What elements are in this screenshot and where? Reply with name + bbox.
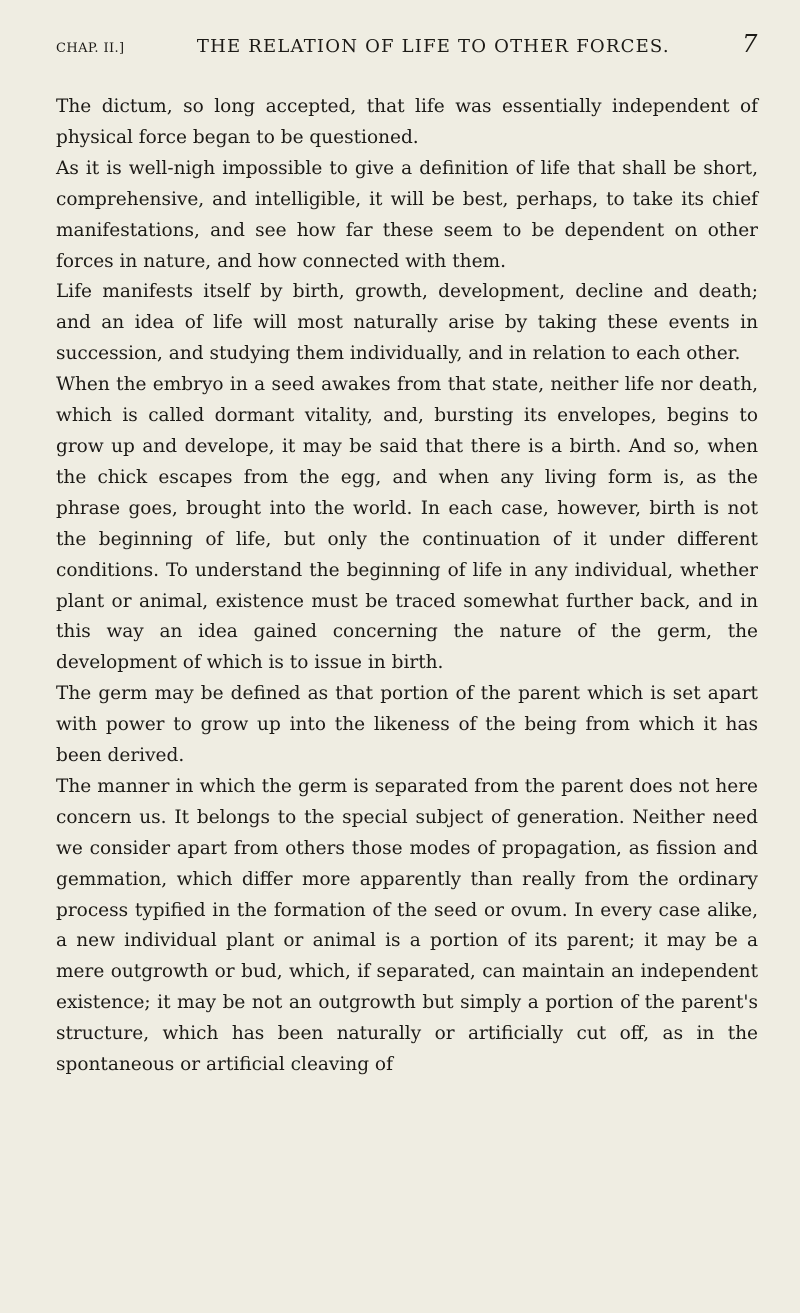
- paragraph: Life manifests itself by birth, growth, development, decline and death; and an idea of life will most naturally arise by taking these events in succession, and studying them individually, and in relation to each other.: [56, 281, 758, 365]
- paragraph: The dictum, so long accepted, that life was essentially independent of physical force began to be questioned.: [56, 96, 758, 148]
- paragraph: As it is well-nigh impossible to give a definition of life that shall be short, comprehensive, and intelligible, it will be best, perhaps, to take its chief manifestations, and see how far these seem to be dependent on other forces in nature, and how connected with them.: [56, 157, 758, 272]
- running-title: THE RELATION OF LIFE TO OTHER FORCES.: [196, 36, 670, 57]
- paragraph: The manner in which the germ is separated from the parent does not here concern us. It belongs to the special subject of generation. Neither need we consider apart from others those modes of propagation, as fission and gemmation, which differ more apparently than really from the ordinary process typified in the formation of the seed or ovum. In every case alike, a new individual plant or animal is a portion of its parent; it may be a mere outgrowth or bud, which, if separated, can maintain an independent existence; it may be not an outgrowth but simply a portion of the parent's structure, which has been naturally or artificially cut off, as in the spontaneous or artificial cleaving of: [56, 775, 758, 1076]
- body-text: [56, 92, 758, 1081]
- page-number: 7: [742, 30, 758, 58]
- running-head: [56, 30, 758, 70]
- paragraph: When the embryo in a seed awakes from that state, neither life nor death, which is called dormant vitality, and, bursting its envelopes, begins to grow up and develope, it may be said that there is a birth. And so, when the chick escapes from the egg, and when any living form is, as the phrase goes, brought into the world. In each case, however, birth is not the beginning of life, but only the continuation of it under different conditions. To understand the beginning of life in any individual, whether plant or animal, existence must be traced somewhat further back, and in this way an idea gained concerning the nature of the germ, the development of which is to issue in birth.: [56, 374, 758, 674]
- chapter-label: CHAP. II.]: [56, 41, 125, 56]
- paragraph: The germ may be defined as that portion of the parent which is set apart with power to grow up into the likeness of the being from which it has been derived.: [56, 683, 758, 767]
